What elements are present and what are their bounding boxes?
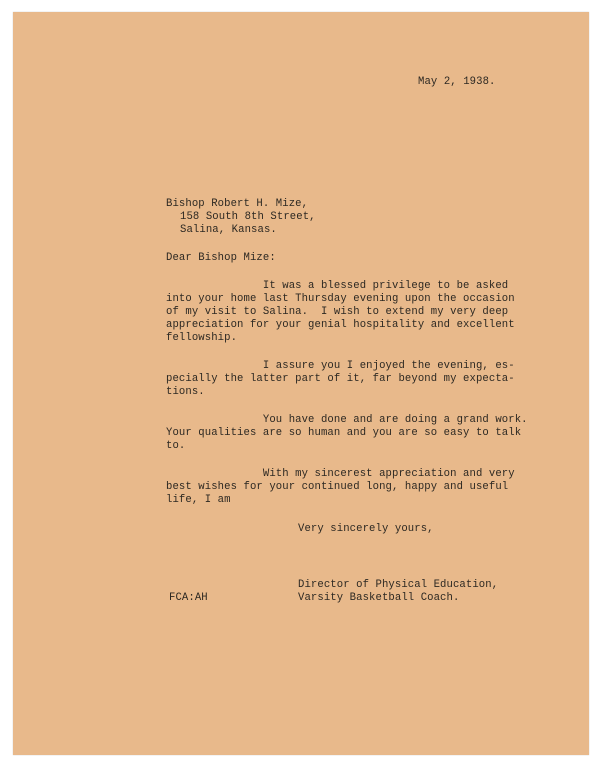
salutation: Dear Bishop Mize: bbox=[166, 252, 276, 264]
signature-title-2: Varsity Basketball Coach. bbox=[298, 592, 460, 604]
paragraph-1-line-1: It was a blessed privilege to be asked bbox=[166, 280, 509, 292]
paragraph-1-line-5: fellowship. bbox=[166, 332, 238, 344]
closing: Very sincerely yours, bbox=[298, 523, 434, 535]
paragraph-2-line-3: tions. bbox=[166, 386, 205, 398]
paragraph-3-line-1: You have done and are doing a grand work. bbox=[166, 414, 528, 426]
address-line-3: Salina, Kansas. bbox=[180, 224, 277, 236]
signature-title-1: Director of Physical Education, bbox=[298, 579, 499, 591]
paragraph-1-line-4: appreciation for your genial hospitality and excellent bbox=[166, 319, 515, 331]
address-line-2: 158 South 8th Street, bbox=[180, 211, 316, 223]
paragraph-4-line-2: best wishes for your continued long, happy and useful bbox=[166, 481, 509, 493]
paragraph-2-line-1: I assure you I enjoyed the evening, es- bbox=[166, 360, 515, 372]
paragraph-3-line-3: to. bbox=[166, 440, 186, 452]
letter-page bbox=[13, 12, 589, 755]
address-line-1: Bishop Robert H. Mize, bbox=[166, 198, 309, 210]
paragraph-4-line-1: With my sincerest appreciation and very bbox=[166, 468, 515, 480]
paragraph-3-line-2: Your qualities are so human and you are so easy to talk bbox=[166, 427, 522, 439]
paragraph-1-line-3: of my visit to Salina. I wish to extend my very deep bbox=[166, 306, 509, 318]
paragraph-1-line-2: into your home last Thursday evening upon the occasion bbox=[166, 293, 515, 305]
letter-date: May 2, 1938. bbox=[418, 76, 496, 88]
typist-initials: FCA:AH bbox=[169, 592, 208, 604]
paragraph-2-line-2: pecially the latter part of it, far beyond my expecta- bbox=[166, 373, 515, 385]
paragraph-4-line-3: life, I am bbox=[166, 494, 231, 506]
